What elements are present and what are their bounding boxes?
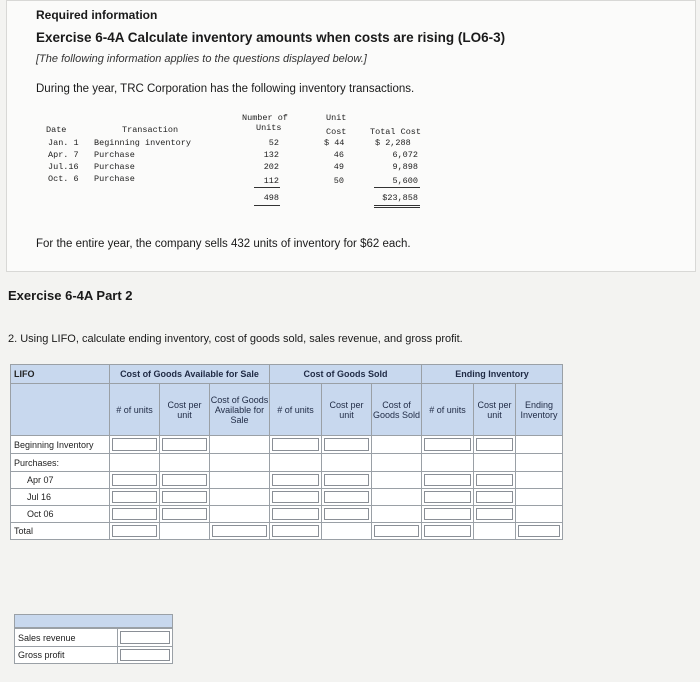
input-box[interactable] bbox=[476, 438, 513, 451]
purchases-blank bbox=[270, 454, 322, 472]
row-label-total: Total bbox=[10, 523, 110, 540]
ending-units-header: # of units bbox=[422, 384, 474, 436]
intro-text: During the year, TRC Corporation has the following inventory transactions. bbox=[36, 83, 415, 95]
jul-ending-units-input[interactable] bbox=[422, 489, 474, 506]
input-box[interactable] bbox=[120, 649, 170, 661]
part2-question: 2. Using LIFO, calculate ending inventory, cost of goods sold, sales revenue, and gross profit. bbox=[8, 333, 463, 345]
total-ending-inventory-input[interactable] bbox=[516, 523, 563, 540]
apr-ending-cost-input[interactable] bbox=[474, 472, 516, 489]
input-box[interactable] bbox=[162, 438, 207, 451]
col-cost-header-2: Cost bbox=[326, 127, 347, 137]
method-label: LIFO bbox=[10, 364, 110, 384]
input-box[interactable] bbox=[112, 438, 157, 451]
col-cost-header-1: Unit bbox=[326, 113, 347, 123]
sales-revenue-label: Sales revenue bbox=[15, 629, 118, 647]
beginning-ending-cost-input[interactable] bbox=[474, 436, 516, 454]
info-note: [The following information applies to the questions displayed below.] bbox=[36, 53, 367, 65]
row-label-beginning: Beginning Inventory bbox=[10, 436, 110, 454]
ending-inventory-header: Ending Inventory bbox=[516, 384, 563, 436]
input-box[interactable] bbox=[112, 491, 157, 503]
apr-sold-units-input[interactable] bbox=[270, 472, 322, 489]
input-box[interactable] bbox=[112, 525, 157, 537]
input-box[interactable] bbox=[424, 491, 471, 503]
tx-units: 52 bbox=[268, 138, 279, 148]
input-box[interactable] bbox=[424, 438, 471, 451]
tx-cost: 46 bbox=[333, 150, 344, 160]
exercise-title: Exercise 6-4A Calculate inventory amounts when costs are rising (LO6-3) bbox=[36, 30, 506, 45]
blank-header bbox=[10, 384, 110, 436]
col-units-header-2: Units bbox=[256, 123, 282, 133]
total-cogs-input[interactable] bbox=[372, 523, 422, 540]
ending-group-header: Ending Inventory bbox=[422, 364, 563, 384]
tx-transaction: Beginning inventory bbox=[94, 138, 191, 148]
oct-units-input[interactable] bbox=[110, 506, 160, 523]
col-total-header: Total Cost bbox=[370, 127, 422, 137]
col-date-header: Date bbox=[46, 125, 67, 135]
tx-cost: $ 44 bbox=[324, 138, 345, 148]
tx-total: $ 2,288 bbox=[375, 138, 411, 148]
input-box[interactable] bbox=[272, 491, 319, 503]
beginning-ending-units-input[interactable] bbox=[422, 436, 474, 454]
input-box[interactable] bbox=[476, 508, 513, 520]
apr-ending-inventory-cell bbox=[516, 472, 563, 489]
purchases-blank bbox=[422, 454, 474, 472]
oct-ending-cost-input[interactable] bbox=[474, 506, 516, 523]
summary-table bbox=[14, 628, 173, 664]
apr-units-input[interactable] bbox=[110, 472, 160, 489]
beginning-cogas-cell bbox=[210, 436, 270, 454]
tx-total-units: 498 bbox=[263, 193, 279, 203]
tx-units: 132 bbox=[263, 150, 279, 160]
beginning-cogs-cell bbox=[372, 436, 422, 454]
sold-group-header: Cost of Goods Sold bbox=[270, 364, 422, 384]
cost-per-unit-header: Cost per unit bbox=[160, 384, 210, 436]
row-label-purchases: Purchases: bbox=[10, 454, 110, 472]
tx-units: 202 bbox=[263, 162, 279, 172]
input-box[interactable] bbox=[476, 491, 513, 503]
apr-cost-input[interactable] bbox=[160, 472, 210, 489]
oct-sold-units-input[interactable] bbox=[270, 506, 322, 523]
tx-total: 9,898 bbox=[392, 162, 418, 172]
ending-cost-per-unit-header: Cost per unit bbox=[474, 384, 516, 436]
total-sold-units-input[interactable] bbox=[270, 523, 322, 540]
units-underline bbox=[254, 187, 280, 188]
beginning-ending-inventory-cell bbox=[516, 436, 563, 454]
sold-units-header: # of units bbox=[270, 384, 322, 436]
input-box[interactable] bbox=[424, 508, 471, 520]
tx-cost: 49 bbox=[333, 162, 344, 172]
col-units-header-1: Number of bbox=[242, 113, 288, 123]
total-double-underline bbox=[374, 205, 420, 206]
input-box[interactable] bbox=[120, 631, 170, 644]
total-units-input[interactable] bbox=[110, 523, 160, 540]
input-box[interactable] bbox=[162, 491, 207, 503]
tx-transaction: Purchase bbox=[94, 162, 135, 172]
tx-total: 6,072 bbox=[392, 150, 418, 160]
tx-cost: 50 bbox=[333, 176, 344, 186]
jul-cogs-cell bbox=[372, 489, 422, 506]
available-group-header: Cost of Goods Available for Sale bbox=[110, 364, 270, 384]
tx-transaction: Purchase bbox=[94, 174, 135, 184]
purchases-blank bbox=[474, 454, 516, 472]
apr-sold-cost-input[interactable] bbox=[322, 472, 372, 489]
row-label-apr: Apr 07 bbox=[10, 472, 110, 489]
tx-date: Oct. 6 bbox=[48, 174, 79, 184]
oct-cost-input[interactable] bbox=[160, 506, 210, 523]
oct-sold-cost-input[interactable] bbox=[322, 506, 372, 523]
tx-date: Apr. 7 bbox=[48, 150, 79, 160]
oct-cogs-cell bbox=[372, 506, 422, 523]
sold-cost-per-unit-header: Cost per unit bbox=[322, 384, 372, 436]
input-box[interactable] bbox=[374, 525, 419, 537]
input-box[interactable] bbox=[272, 508, 319, 520]
input-box[interactable] bbox=[324, 474, 369, 486]
units-double-underline bbox=[254, 205, 280, 206]
total-cogas-input[interactable] bbox=[210, 523, 270, 540]
purchases-blank bbox=[110, 454, 160, 472]
jul-sold-cost-input[interactable] bbox=[322, 489, 372, 506]
input-box[interactable] bbox=[272, 474, 319, 486]
apr-ending-units-input[interactable] bbox=[422, 472, 474, 489]
gross-profit-label: Gross profit bbox=[15, 647, 118, 663]
tx-transaction: Purchase bbox=[94, 150, 135, 160]
input-box[interactable] bbox=[272, 438, 319, 451]
col-transaction-header: Transaction bbox=[122, 125, 179, 135]
purchases-blank bbox=[516, 454, 563, 472]
tx-units: 112 bbox=[263, 176, 279, 186]
input-box[interactable] bbox=[162, 508, 207, 520]
input-box[interactable] bbox=[272, 525, 319, 537]
jul-units-input[interactable] bbox=[110, 489, 160, 506]
lifo-worksheet bbox=[10, 364, 563, 540]
tx-total-cost: $23,858 bbox=[382, 193, 418, 203]
summary-header-bar bbox=[14, 614, 173, 628]
row-label-jul: Jul 16 bbox=[10, 489, 110, 506]
gross-profit-input[interactable] bbox=[118, 647, 172, 663]
input-box[interactable] bbox=[518, 525, 560, 537]
input-box[interactable] bbox=[324, 491, 369, 503]
total-double-underline-2 bbox=[374, 207, 420, 208]
total-blank bbox=[474, 523, 516, 540]
apr-cogas-cell bbox=[210, 472, 270, 489]
total-ending-units-input[interactable] bbox=[422, 523, 474, 540]
cogs-header: Cost of Goods Sold bbox=[372, 384, 422, 436]
purchases-blank bbox=[210, 454, 270, 472]
jul-sold-units-input[interactable] bbox=[270, 489, 322, 506]
input-box[interactable] bbox=[112, 474, 157, 486]
row-label-oct: Oct 06 bbox=[10, 506, 110, 523]
apr-cogs-cell bbox=[372, 472, 422, 489]
input-box[interactable] bbox=[212, 525, 267, 537]
input-box[interactable] bbox=[424, 474, 471, 486]
required-information-label: Required information bbox=[36, 8, 158, 22]
tx-date: Jul.16 bbox=[48, 162, 79, 172]
beginning-sold-units-input[interactable] bbox=[270, 436, 322, 454]
total-blank bbox=[322, 523, 372, 540]
tx-total: 5,600 bbox=[392, 176, 418, 186]
oct-ending-units-input[interactable] bbox=[422, 506, 474, 523]
purchases-blank bbox=[160, 454, 210, 472]
jul-cost-input[interactable] bbox=[160, 489, 210, 506]
beginning-units-input[interactable] bbox=[110, 436, 160, 454]
input-box[interactable] bbox=[112, 508, 157, 520]
jul-ending-cost-input[interactable] bbox=[474, 489, 516, 506]
total-underline bbox=[374, 187, 420, 188]
sales-revenue-input[interactable] bbox=[118, 629, 172, 647]
jul-cogas-cell bbox=[210, 489, 270, 506]
total-blank bbox=[160, 523, 210, 540]
input-box[interactable] bbox=[424, 525, 471, 537]
tx-date: Jan. 1 bbox=[48, 138, 79, 148]
beginning-cost-input[interactable] bbox=[160, 436, 210, 454]
cogas-header: Cost of Goods Available for Sale bbox=[210, 384, 270, 436]
beginning-sold-cost-input[interactable] bbox=[322, 436, 372, 454]
units-header: # of units bbox=[110, 384, 160, 436]
purchases-blank bbox=[322, 454, 372, 472]
input-box[interactable] bbox=[162, 474, 207, 486]
oct-ending-inventory-cell bbox=[516, 506, 563, 523]
input-box[interactable] bbox=[324, 508, 369, 520]
input-box[interactable] bbox=[324, 438, 369, 451]
input-box[interactable] bbox=[476, 474, 513, 486]
oct-cogas-cell bbox=[210, 506, 270, 523]
sales-info-text: For the entire year, the company sells 432 units of inventory for $62 each. bbox=[36, 238, 411, 250]
jul-ending-inventory-cell bbox=[516, 489, 563, 506]
purchases-blank bbox=[372, 454, 422, 472]
part2-title: Exercise 6-4A Part 2 bbox=[8, 288, 133, 303]
